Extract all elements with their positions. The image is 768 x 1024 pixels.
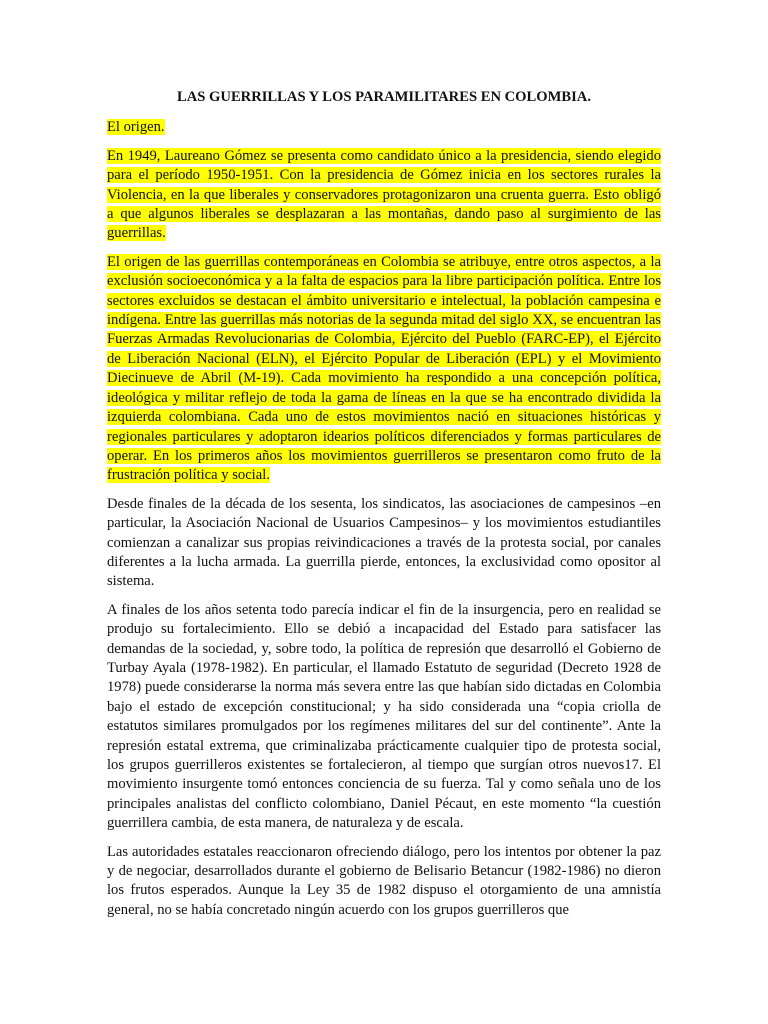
document-title: LAS GUERRILLAS Y LOS PARAMILITARES EN COLOMBIA. — [177, 89, 591, 105]
paragraph-5 — [107, 843, 661, 921]
paragraph-2 — [107, 253, 661, 486]
section-label-text: El origen. — [107, 119, 165, 136]
paragraph-2-text: El origen de las guerrillas contemporáneas en Colombia se atribuye, entre otros aspectos, a la exclusión socioeconómica y a la falta de espacios para la libre participación política. Entre los sectores excluidos se destacan el ámbito universitario e intelectual, la población campesina e indígena. Entre las guerrillas más notorias de la segunda mitad del siglo XX, se encuentran las Fuerzas Armadas Revolucionarias de Colombia, Ejército del Pueblo (FARC-EP), el Ejército de Liberación Nacional (ELN), el Ejército Popular de Liberación (EPL) y el Movimiento Diecinueve de Abril (M-19). Cada movimiento ha respondido a una concepción política, ideológica y militar reflejo de toda la gama de líneas en la que se ha encontrado dividida la izquierda colombiana. Cada uno de estos movimientos nació en situaciones históricas y regionales particulares y adoptaron idearios políticos diferenciados y formas particulares de operar. En los primeros años los movimientos guerrilleros se presentaron como fruto de la frustración política y social. — [107, 253, 661, 484]
paragraph-1 — [107, 147, 661, 244]
paragraph-3-text: Desde finales de la década de los sesenta, los sindicatos, las asociaciones de campesinos –en particular, la Asociación Nacional de Usuarios Campesinos– y los movimientos estudiantiles comienzan a canalizar sus propias reivindicaciones a través de la protesta social, por canales diferentes a la lucha armada. La guerrilla pierde, entonces, la exclusividad como opositor al sistema. — [107, 495, 661, 590]
paragraph-5-text: Las autoridades estatales reaccionaron ofreciendo diálogo, pero los intentos por obtener la paz y de negociar, desarrollados durante el gobierno de Belisario Betancur (1982-1986) no dieron los frutos esperados. Aunque la Ley 35 de 1982 dispuso el otorgamiento de una amnistía general, no se había concretado ningún acuerdo con los grupos guerrilleros que — [107, 843, 661, 918]
paragraph-3 — [107, 495, 661, 592]
paragraph-4 — [107, 601, 661, 834]
section-label — [107, 118, 661, 137]
paragraph-4-text: A finales de los años setenta todo parecía indicar el fin de la insurgencia, pero en realidad se produjo su fortalecimiento. Ello se debió a incapacidad del Estado para satisfacer las demandas de la sociedad, y, sobre todo, la política de represión que desarrolló el Gobierno de Turbay Ayala (1978-1982). En particular, el llamado Estatuto de seguridad (Decreto 1928 de 1978) puede considerarse la norma más severa entre las que habían sido dictadas en Colombia bajo el estado de excepción constitucional; y ha sido considerada una “copia criolla de estatutos similares promulgados por los regímenes militares del sur del continente”. Ante la represión estatal extrema, que criminalizaba prácticamente cualquier tipo de protesta social, los grupos guerrilleros existentes se fortalecieron, al tiempo que surgían otros nuevos17. El movimiento insurgente tomó entonces conciencia de su fuerza. Tal y como señala uno de los principales analistas del conflicto colombiano, Daniel Pécaut, en este momento “la cuestión guerrillera cambia, de esta manera, de naturaleza y de escala. — [107, 601, 661, 832]
document-page — [107, 88, 661, 929]
paragraph-1-text: En 1949, Laureano Gómez se presenta como candidato único a la presidencia, siendo elegido para el período 1950-1951. Con la presidencia de Gómez inicia en los sectores rurales la Violencia, en la que liberales y conservadores protagonizaron una cruenta guerra. Esto obligó a que algunos liberales se desplazaran a las montañas, dando paso al surgimiento de las guerrillas. — [107, 147, 661, 242]
